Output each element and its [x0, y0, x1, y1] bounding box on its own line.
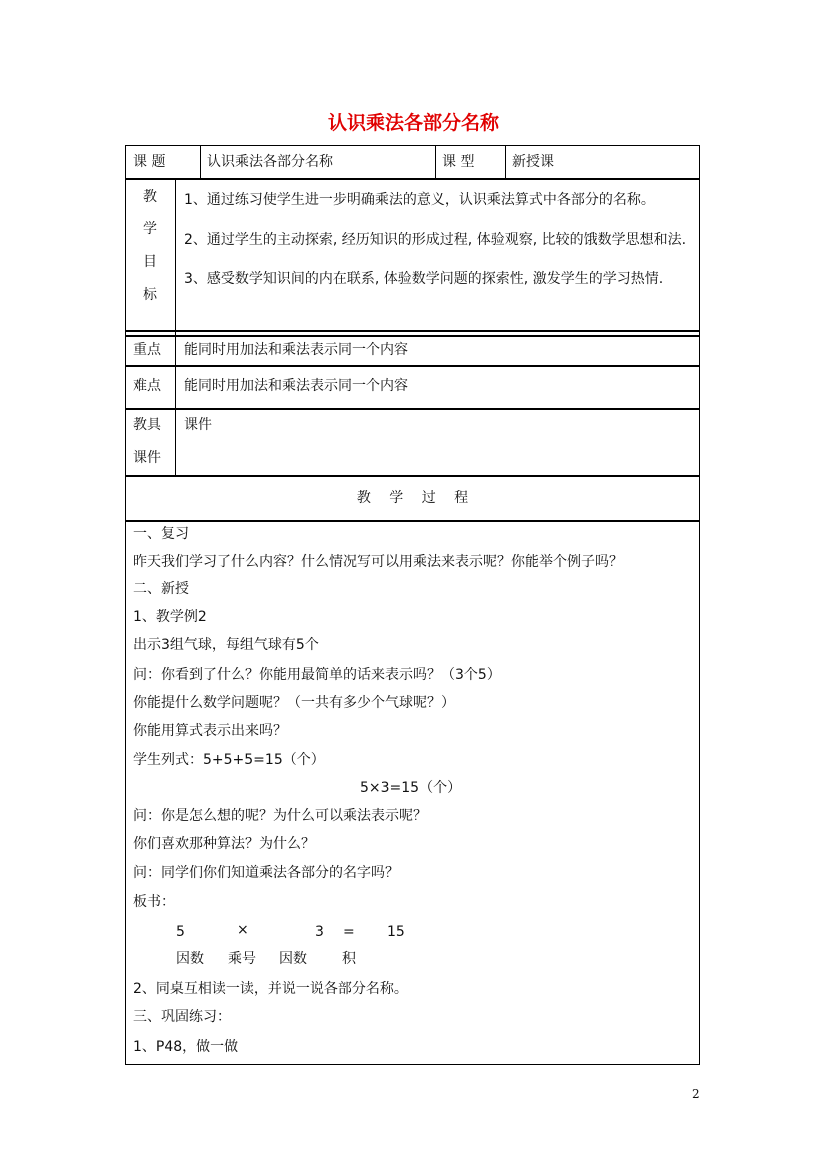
type-value: 新授课: [512, 154, 554, 170]
equation-factor-1: 5: [176, 924, 185, 940]
materials-text: 课件: [184, 417, 212, 433]
type-label: 课 型: [442, 154, 475, 170]
row-divider: [125, 330, 700, 332]
row-divider: [125, 408, 700, 410]
difficulty-text: 能同时用加法和乘法表示同一个内容: [184, 378, 408, 394]
process-line: 问：你是怎么想的呢？为什么可以乘法表示呢？: [133, 808, 427, 824]
row-divider: [125, 335, 700, 337]
process-line: 你能提什么数学问题呢？（一共有多少个气球呢？）: [133, 695, 455, 711]
key-point-label: 重点: [133, 342, 161, 358]
column-divider: [200, 145, 201, 178]
goals-label-char: 学: [143, 221, 157, 237]
process-line: 出示3组气球，每组气球有5个: [133, 637, 319, 653]
process-line: 问：同学们你们知道乘法各部分的名字吗？: [133, 865, 399, 881]
row-divider: [125, 365, 700, 367]
process-line: 问：你看到了什么？你能用最简单的话来表示吗？（3个5）: [133, 667, 501, 683]
process-header: 教 学 过 程: [356, 490, 469, 506]
goals-label-char: 目: [143, 254, 157, 270]
materials-label: 教具: [133, 417, 161, 433]
process-line: 三、巩固练习：: [133, 1009, 231, 1025]
goal-item: 3、感受数学知识间的内在联系, 体验数学问题的探索性, 激发学生的学习热情.: [184, 271, 664, 287]
key-point-text: 能同时用加法和乘法表示同一个内容: [184, 342, 408, 358]
subject-value: 认识乘法各部分名称: [207, 154, 333, 170]
name-times-sign: 乘号: [228, 951, 256, 967]
process-line: 一、复习: [133, 526, 189, 542]
name-factor-2: 因数: [279, 951, 307, 967]
goal-item: 1、通过练习使学生进一步明确乘法的意义，认识乘法算式中各部分的名称。: [184, 192, 655, 208]
goals-label-char: 教: [143, 189, 157, 205]
name-factor-1: 因数: [176, 951, 204, 967]
process-line: 学生列式：5+5+5=15（个）: [133, 752, 325, 768]
column-divider: [505, 145, 506, 178]
process-line: 1、P48，做一做: [133, 1039, 239, 1055]
column-divider: [175, 178, 176, 475]
process-line: 1、教学例2: [133, 609, 207, 625]
process-line: 二、新授: [133, 581, 189, 597]
process-line: 昨天我们学习了什么内容？什么情况写可以用乘法来表示呢？你能举个例子吗？: [133, 554, 623, 570]
equation-product: 15: [387, 924, 405, 940]
name-product: 积: [342, 951, 356, 967]
process-line: 你能用算式表示出来吗？: [133, 723, 287, 739]
row-divider: [125, 520, 700, 522]
subject-label: 课 题: [133, 154, 166, 170]
equation-factor-2: 3: [315, 924, 324, 940]
difficulty-label: 难点: [133, 378, 161, 394]
page-number: 2: [692, 1087, 700, 1101]
process-line: 板书：: [133, 894, 175, 910]
goals-label-char: 标: [143, 287, 157, 303]
process-line: 你们喜欢那种算法？为什么？: [133, 836, 315, 852]
document-title: 认识乘法各部分名称: [327, 112, 499, 134]
row-divider: [125, 475, 700, 477]
process-line: 2、同桌互相读一读，并说一说各部分名称。: [133, 981, 408, 997]
goal-item: 2、通过学生的主动探索, 经历知识的形成过程, 体验观察, 比较的饿数学思想和法.: [184, 232, 687, 248]
row-divider: [125, 178, 700, 180]
equation-equals-sign: =: [343, 924, 355, 940]
column-divider: [435, 145, 436, 178]
process-line: 5×3=15（个）: [360, 780, 462, 796]
equation-times-sign: ×: [237, 922, 249, 938]
materials-label: 课件: [133, 450, 161, 466]
